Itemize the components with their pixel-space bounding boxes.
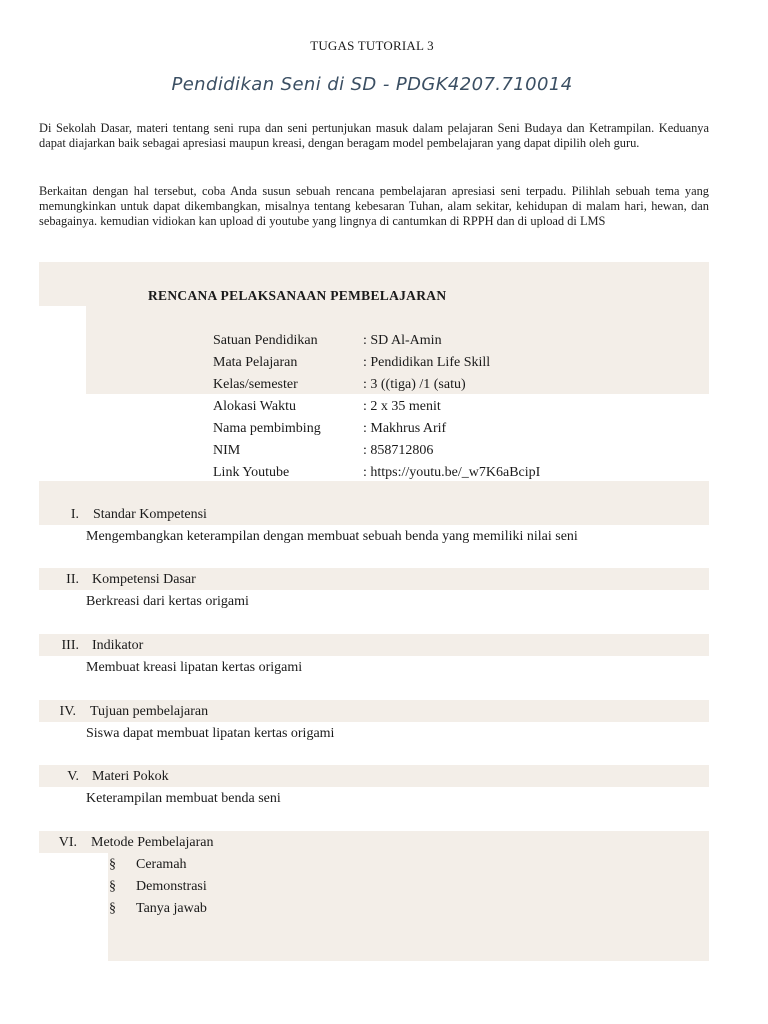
section-title: Indikator	[92, 638, 144, 653]
method-item: Tanya jawab	[136, 901, 207, 916]
section-body: Keterampilan membuat benda seni	[86, 791, 281, 806]
info-value: : 2 x 35 menit	[363, 399, 441, 414]
section-number: I.	[70, 507, 79, 522]
intro-paragraph: Di Sekolah Dasar, materi tentang seni rupa dan seni pertunjukan masuk dalam pelajaran Seni Budaya dan Ketrampilan. Keduanya dapat diajarkan baik sebagai apresiasi maupun kreasi, dengan beragam model pembelajaran yang dapat dipilih oleh guru.	[39, 121, 709, 150]
bullet-symbol: §	[109, 879, 116, 894]
section-number: III.	[61, 638, 79, 653]
section-title: Kompetensi Dasar	[92, 572, 196, 587]
info-value: : Pendidikan Life Skill	[363, 355, 491, 370]
section-title: Standar Kompetensi	[93, 507, 207, 522]
section-body: Berkreasi dari kertas origami	[86, 594, 249, 609]
info-value: : SD Al-Amin	[363, 333, 442, 348]
method-item: Demonstrasi	[136, 879, 207, 894]
section-title: Tujuan pembelajaran	[90, 704, 209, 719]
info-label: Kelas/semester	[213, 377, 298, 392]
section-number: IV.	[59, 704, 76, 719]
info-value: : 3 ((tiga) /1 (satu)	[363, 377, 466, 392]
rpp-heading: RENCANA PELAKSANAAN PEMBELAJARAN	[148, 288, 447, 303]
info-label: Alokasi Waktu	[213, 399, 296, 414]
method-item: Ceramah	[136, 857, 187, 872]
info-label: Mata Pelajaran	[213, 355, 298, 370]
course-subtitle: Pendidikan Seni di SD - PDGK4207.710014	[171, 74, 573, 95]
section-number: II.	[66, 572, 79, 587]
task-paragraph: Berkaitan dengan hal tersebut, coba Anda susun sebuah rencana pembelajaran apresiasi seni terpadu. Pilihlah sebuah tema yang memungkinkan untuk dapat dikembangkan, misalnya tentang kebesaran Tuhan, alam sekitar, kehidupan di malam hari, hewan, dan sebagainya. kemudian vidiokan kan upload di youtube yang lingnya di cantumkan di RPPH dan di upload di LMS	[39, 184, 709, 228]
section-title: Materi Pokok	[92, 769, 169, 784]
bullet-symbol: §	[109, 857, 116, 872]
info-label: Satuan Pendidikan	[213, 333, 318, 348]
section-body: Membuat kreasi lipatan kertas origami	[86, 660, 303, 675]
info-value: : 858712806	[363, 443, 434, 458]
info-label: Link Youtube	[213, 465, 290, 480]
section-body: Mengembangkan keterampilan dengan membuat sebuah benda yang memiliki nilai seni	[86, 529, 578, 544]
section-body: Siswa dapat membuat lipatan kertas origami	[86, 726, 335, 741]
info-label: Nama pembimbing	[213, 421, 321, 436]
info-value: : Makhrus Arif	[363, 421, 447, 436]
bullet-symbol: §	[109, 901, 116, 916]
youtube-link[interactable]: : https://youtu.be/_w7K6aBcipI	[363, 465, 541, 480]
section-title: Metode Pembelajaran	[91, 835, 214, 850]
section-number: V.	[67, 769, 79, 784]
document-title: TUGAS TUTORIAL 3	[310, 38, 434, 53]
section-number: VI.	[58, 835, 77, 850]
info-label: NIM	[213, 443, 241, 458]
